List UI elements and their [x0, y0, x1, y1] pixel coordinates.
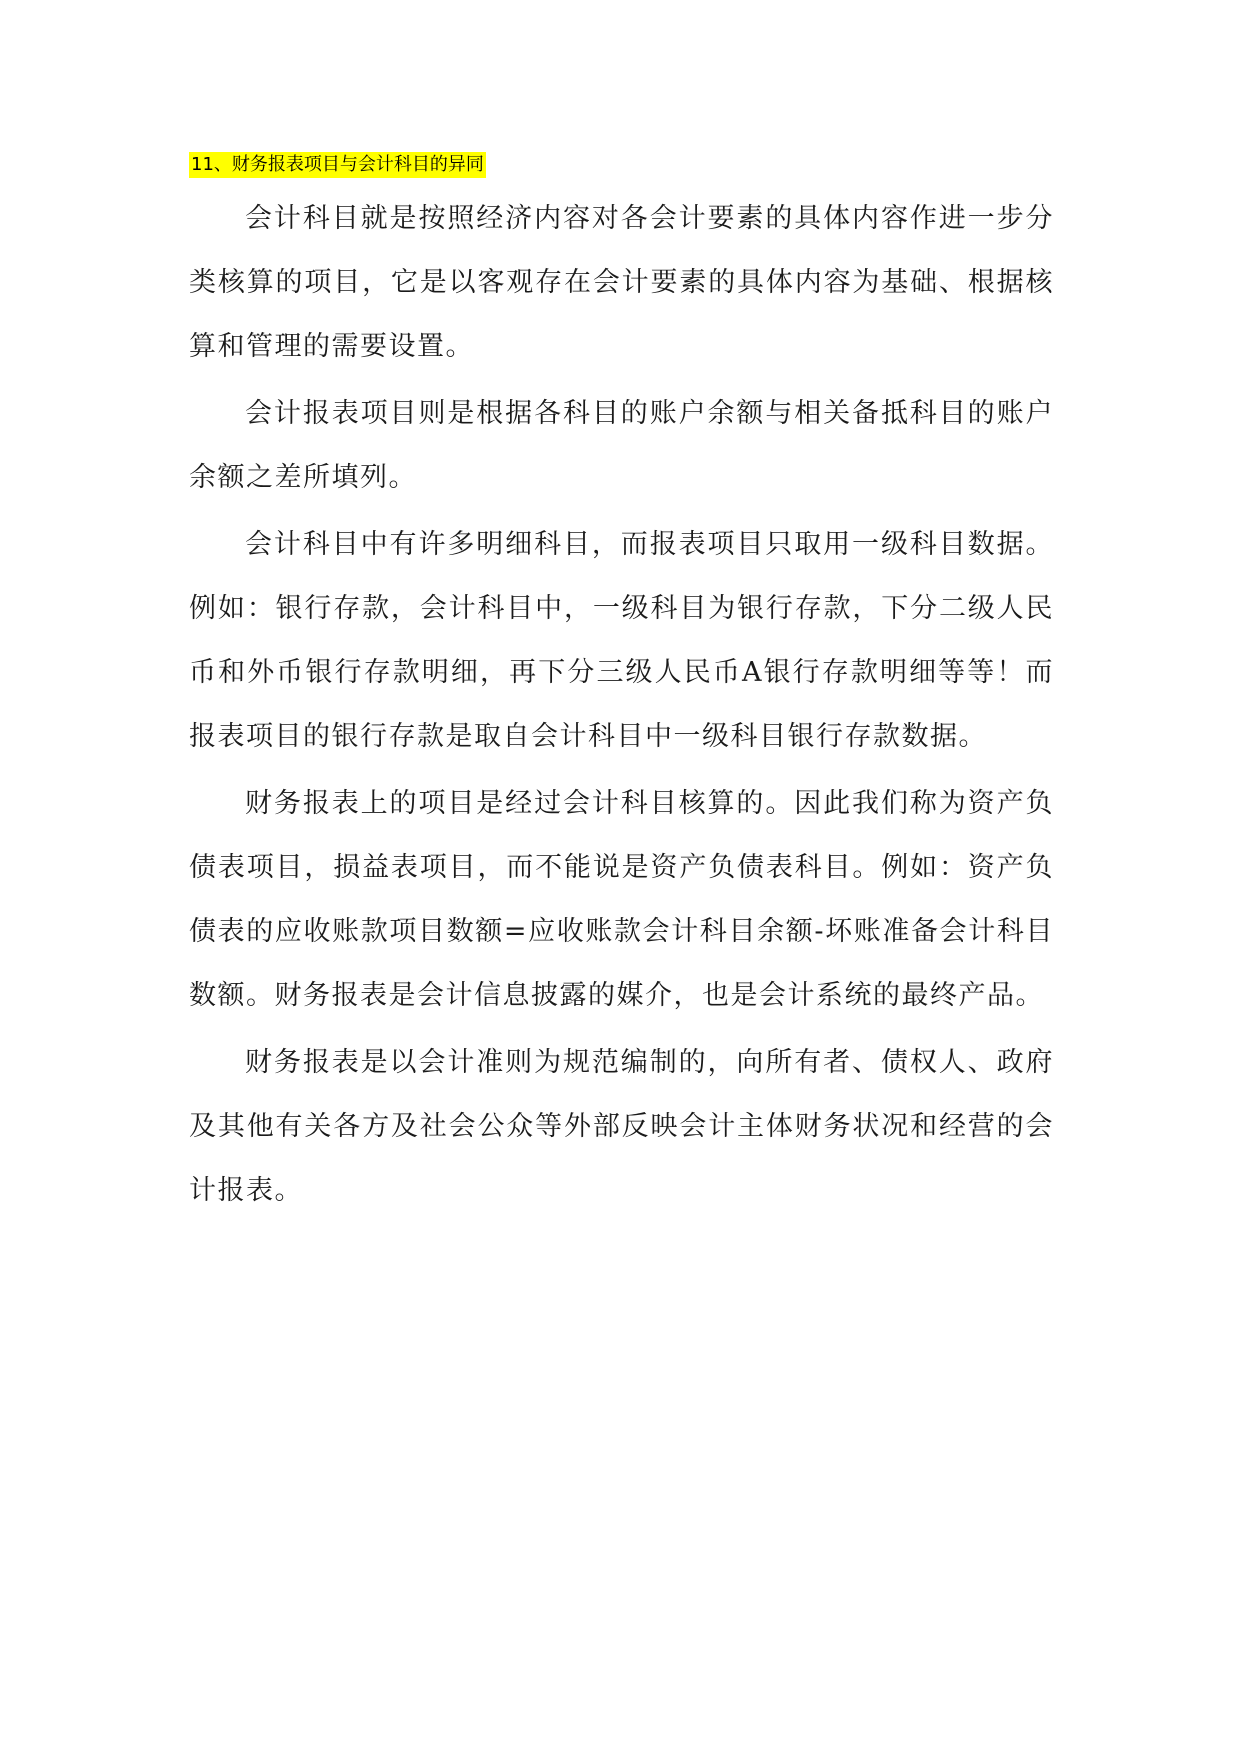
paragraph-5: 财务报表是以会计准则为规范编制的，向所有者、债权人、政府及其他有关各方及社会公众等外部反映会计主体财务状况和经营的会计报表。	[189, 1047, 1054, 1206]
paragraph-4: 财务报表上的项目是经过会计科目核算的。因此我们称为资产负债表项目，损益表项目，而不能说是资产负债表科目。例如：资产负债表的应收账款项目数额=应收账款会计科目余额-坏账准备会计科目数额。财务报表是会计信息披露的媒介，也是会计系统的最终产品。	[189, 788, 1054, 1011]
paragraph-3: 会计科目中有许多明细科目，而报表项目只取用一级科目数据。例如：银行存款，会计科目中，一级科目为银行存款，下分二级人民币和外币银行存款明细，再下分三级人民币A银行存款明细等等！而报表项目的银行存款是取自会计科目中一级科目银行存款数据。	[189, 529, 1054, 752]
body-text	[189, 187, 1054, 1226]
paragraph-2: 会计报表项目则是根据各科目的账户余额与相关备抵科目的账户余额之差所填列。	[189, 398, 1054, 493]
paragraph-1: 会计科目就是按照经济内容对各会计要素的具体内容作进一步分类核算的项目，它是以客观存在会计要素的具体内容为基础、根据核算和管理的需要设置。	[189, 203, 1054, 362]
section-heading: 11、财务报表项目与会计科目的异同	[189, 152, 486, 178]
